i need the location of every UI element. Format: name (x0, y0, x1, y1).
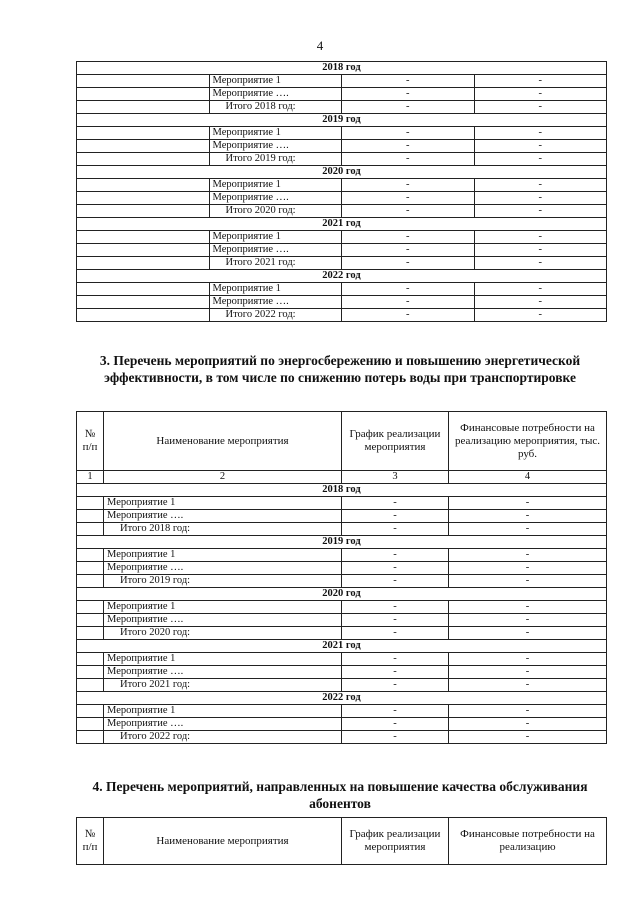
year-row (77, 270, 607, 283)
activity-name: Мероприятие 1 (104, 653, 342, 666)
finance-value: - (449, 601, 607, 614)
schedule-value: - (342, 179, 475, 192)
year-row (77, 218, 607, 231)
year-row (77, 692, 607, 705)
table-row (77, 718, 607, 731)
activity-name: Мероприятие 1 (209, 127, 342, 140)
schedule-value: - (342, 244, 475, 257)
finance-value: - (474, 153, 607, 166)
header-num: № п/п (77, 412, 104, 471)
schedule-value: - (342, 614, 449, 627)
finance-value: - (449, 549, 607, 562)
schedule-value: - (342, 510, 449, 523)
total-label: Итого 2020 год: (209, 205, 342, 218)
table-row (77, 88, 607, 101)
column-number: 1 (77, 471, 104, 484)
column-numbers (77, 471, 607, 484)
finance-value: - (474, 75, 607, 88)
total-label: Итого 2018 год: (209, 101, 342, 114)
table-row (77, 140, 607, 153)
schedule-value: - (342, 666, 449, 679)
year-row (77, 484, 607, 497)
total-row (77, 575, 607, 588)
activity-name: Мероприятие …. (209, 244, 342, 257)
activity-name: Мероприятие 1 (104, 705, 342, 718)
finance-value: - (449, 497, 607, 510)
activity-name: Мероприятие 1 (209, 179, 342, 192)
table-row (77, 562, 607, 575)
schedule-value: - (342, 101, 475, 114)
year-label: 2022 год (77, 692, 607, 705)
finance-value: - (449, 718, 607, 731)
year-label: 2022 год (77, 270, 607, 283)
table-row (77, 296, 607, 309)
year-label: 2018 год (77, 484, 607, 497)
schedule-value: - (342, 205, 475, 218)
schedule-value: - (342, 562, 449, 575)
section-3-table (76, 411, 607, 744)
total-row (77, 257, 607, 270)
table-row (77, 127, 607, 140)
table-header (77, 818, 607, 865)
total-label: Итого 2021 год: (104, 679, 342, 692)
table-row (77, 666, 607, 679)
table-row (77, 231, 607, 244)
column-number: 2 (104, 471, 342, 484)
activity-name: Мероприятие …. (104, 666, 342, 679)
schedule-value: - (342, 296, 475, 309)
table-row (77, 510, 607, 523)
table-row (77, 192, 607, 205)
schedule-value: - (342, 601, 449, 614)
activity-name: Мероприятие …. (209, 140, 342, 153)
finance-value: - (474, 192, 607, 205)
schedule-value: - (342, 309, 475, 322)
finance-value: - (449, 510, 607, 523)
table-row (77, 179, 607, 192)
table-row (77, 653, 607, 666)
total-label: Итого 2021 год: (209, 257, 342, 270)
schedule-value: - (342, 653, 449, 666)
header-finance: Финансовые потребности на реализацию (449, 818, 607, 865)
finance-value: - (474, 101, 607, 114)
table-row (77, 497, 607, 510)
schedule-value: - (342, 127, 475, 140)
year-row (77, 536, 607, 549)
activity-name: Мероприятие 1 (104, 601, 342, 614)
finance-value: - (449, 627, 607, 640)
total-label: Итого 2019 год: (209, 153, 342, 166)
column-number: 4 (449, 471, 607, 484)
activity-name: Мероприятие …. (104, 718, 342, 731)
finance-value: - (449, 562, 607, 575)
finance-value: - (474, 231, 607, 244)
total-row (77, 101, 607, 114)
finance-value: - (474, 244, 607, 257)
activity-name: Мероприятие …. (104, 614, 342, 627)
activity-name: Мероприятие …. (209, 192, 342, 205)
finance-value: - (474, 309, 607, 322)
header-schedule: График реализации мероприятия (342, 412, 449, 471)
table-row (77, 244, 607, 257)
total-label: Итого 2018 год: (104, 523, 342, 536)
table-header (77, 412, 607, 471)
activity-name: Мероприятие …. (209, 296, 342, 309)
year-row (77, 62, 607, 75)
schedule-value: - (342, 75, 475, 88)
schedule-value: - (342, 231, 475, 244)
finance-value: - (474, 127, 607, 140)
finance-value: - (474, 140, 607, 153)
activity-name: Мероприятие …. (104, 510, 342, 523)
finance-value: - (449, 575, 607, 588)
schedule-value: - (342, 718, 449, 731)
finance-value: - (449, 731, 607, 744)
total-label: Итого 2019 год: (104, 575, 342, 588)
schedule-value: - (342, 679, 449, 692)
finance-value: - (474, 283, 607, 296)
finance-value: - (449, 705, 607, 718)
schedule-value: - (342, 153, 475, 166)
activity-name: Мероприятие …. (104, 562, 342, 575)
section-3-title: 3. Перечень мероприятий по энергосбережению и повышению энергетической эффективности, в том числе по снижению потерь воды при транспортировке (99, 353, 581, 385)
section-4-table (76, 817, 607, 865)
page-number: 4 (316, 38, 324, 53)
total-label: Итого 2022 год: (209, 309, 342, 322)
total-label: Итого 2020 год: (104, 627, 342, 640)
header-name: Наименование мероприятия (104, 818, 342, 865)
finance-value: - (449, 653, 607, 666)
activity-name: Мероприятие …. (209, 88, 342, 101)
total-row (77, 679, 607, 692)
total-row (77, 309, 607, 322)
year-row (77, 166, 607, 179)
finance-value: - (474, 88, 607, 101)
activity-name: Мероприятие 1 (104, 497, 342, 510)
header-name: Наименование мероприятия (104, 412, 342, 471)
year-label: 2019 год (77, 114, 607, 127)
header-finance: Финансовые потребности на реализацию мероприятия, тыс. руб. (449, 412, 607, 471)
finance-value: - (474, 296, 607, 309)
finance-value: - (449, 614, 607, 627)
year-label: 2019 год (77, 536, 607, 549)
schedule-value: - (342, 140, 475, 153)
total-row (77, 523, 607, 536)
finance-value: - (449, 679, 607, 692)
schedule-value: - (342, 257, 475, 270)
total-row (77, 205, 607, 218)
top-table (76, 61, 607, 322)
table-row (77, 614, 607, 627)
schedule-value: - (342, 283, 475, 296)
finance-value: - (449, 666, 607, 679)
year-label: 2018 год (77, 62, 607, 75)
section-4-title: 4. Перечень мероприятий, направленных на повышение качества обслуживания абонентов (92, 779, 588, 811)
finance-value: - (449, 523, 607, 536)
schedule-value: - (342, 88, 475, 101)
total-row (77, 731, 607, 744)
schedule-value: - (342, 705, 449, 718)
year-row (77, 588, 607, 601)
schedule-value: - (342, 192, 475, 205)
year-label: 2020 год (77, 166, 607, 179)
year-label: 2021 год (77, 218, 607, 231)
schedule-value: - (342, 497, 449, 510)
table-row (77, 601, 607, 614)
activity-name: Мероприятие 1 (104, 549, 342, 562)
schedule-value: - (342, 523, 449, 536)
year-label: 2020 год (77, 588, 607, 601)
schedule-value: - (342, 549, 449, 562)
year-row (77, 640, 607, 653)
activity-name: Мероприятие 1 (209, 231, 342, 244)
total-label: Итого 2022 год: (104, 731, 342, 744)
year-row (77, 114, 607, 127)
total-row (77, 153, 607, 166)
year-label: 2021 год (77, 640, 607, 653)
activity-name: Мероприятие 1 (209, 75, 342, 88)
table-row (77, 705, 607, 718)
finance-value: - (474, 205, 607, 218)
schedule-value: - (342, 627, 449, 640)
schedule-value: - (342, 731, 449, 744)
table-row (77, 75, 607, 88)
table-row (77, 283, 607, 296)
header-schedule: График реализации мероприятия (342, 818, 449, 865)
finance-value: - (474, 257, 607, 270)
schedule-value: - (342, 575, 449, 588)
column-number: 3 (342, 471, 449, 484)
total-row (77, 627, 607, 640)
table-row (77, 549, 607, 562)
activity-name: Мероприятие 1 (209, 283, 342, 296)
finance-value: - (474, 179, 607, 192)
header-num: № п/п (77, 818, 104, 865)
